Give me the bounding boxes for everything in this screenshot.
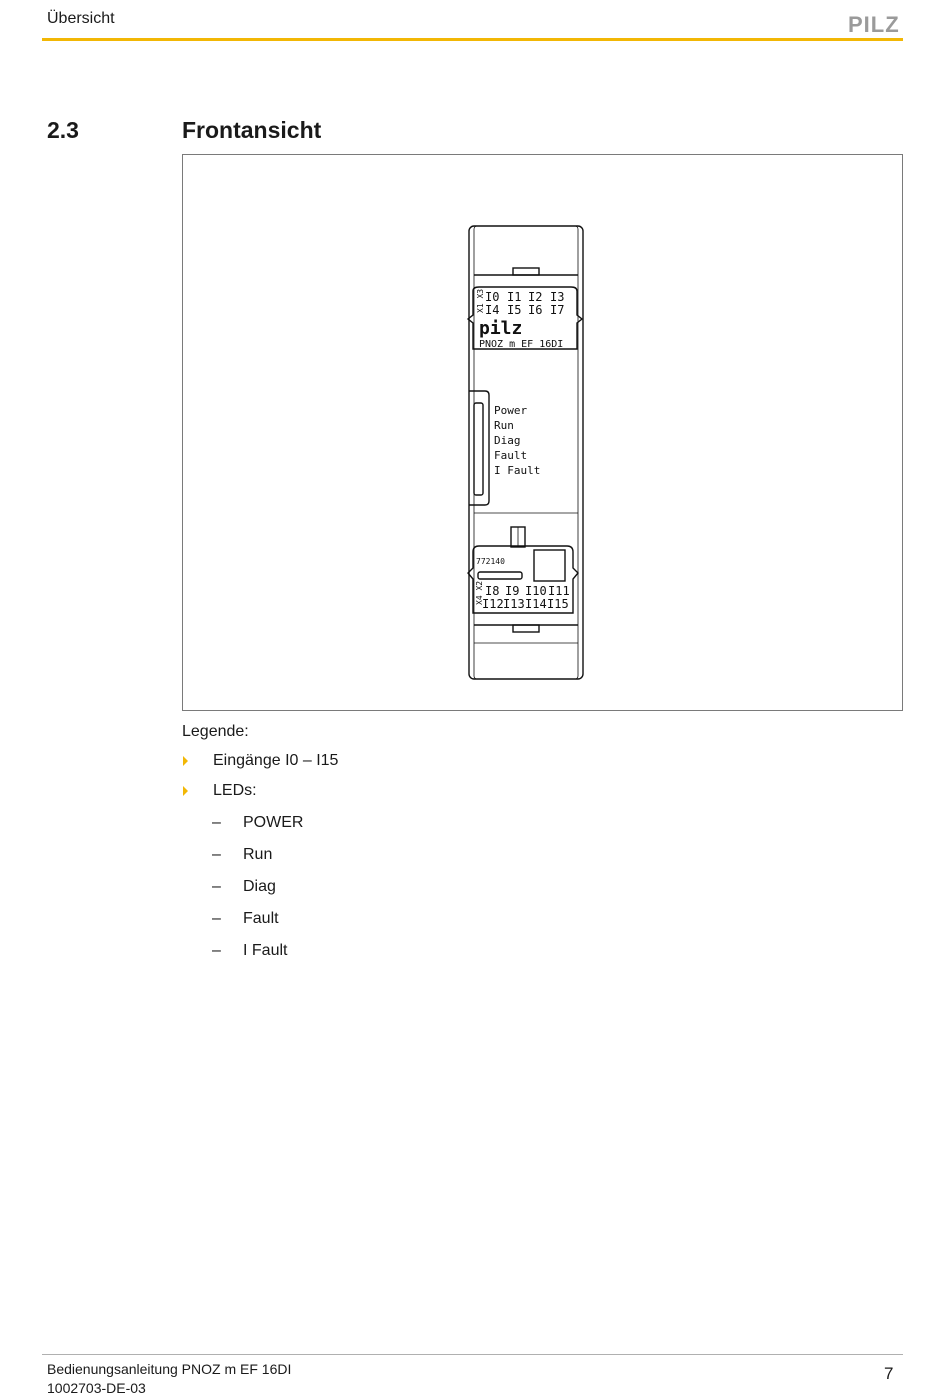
dash-marker: – (212, 878, 221, 895)
input-i14: I14 (525, 597, 547, 611)
bullet-arrow-icon (182, 755, 213, 767)
section-title: Frontansicht (182, 117, 322, 143)
led-item-run: Run (243, 846, 273, 863)
led-item-ifault: I Fault (243, 942, 288, 959)
footer-doc-number: 1002703-DE-03 (47, 1380, 146, 1396)
input-i3: I3 (550, 290, 565, 304)
led-run-label: Run (494, 419, 514, 432)
led-list-item (212, 942, 287, 960)
header-rule (42, 38, 903, 41)
terminal-bottom-label: X4 X2 (475, 580, 484, 605)
led-item-fault: Fault (243, 910, 279, 927)
device-brand: pilz (479, 318, 523, 339)
input-i0: I0 (485, 290, 500, 304)
device-product-name: PNOZ m EF 16DI (479, 339, 564, 350)
led-list-item (212, 846, 272, 864)
bottom-latch (513, 625, 539, 632)
legend-item-inputs: Eingänge I0 – I15 (213, 752, 339, 769)
led-list-item (212, 878, 276, 896)
footer-manual-title: Bedienungsanleitung PNOZ m EF 16DI (47, 1361, 292, 1377)
led-fault-label: Fault (494, 449, 528, 462)
led-list-item (212, 910, 279, 928)
footer-rule (42, 1354, 903, 1355)
dash-marker: – (212, 846, 221, 863)
legend-item (182, 782, 257, 800)
input-i12: I12 (482, 597, 504, 611)
figure-frame (182, 154, 903, 711)
input-i8: I8 (485, 584, 500, 598)
input-i5: I5 (507, 303, 522, 317)
led-power-label: Power (494, 404, 528, 417)
led-ifault-label: I Fault (494, 464, 541, 477)
logo-text: PILZ (848, 12, 900, 36)
input-i7: I7 (550, 303, 565, 317)
input-i9: I9 (505, 584, 520, 598)
bottom-square-port (534, 550, 565, 581)
status-slot (478, 572, 522, 579)
legend-item (182, 752, 338, 770)
terminal-top-label: X1 X3 (476, 288, 485, 313)
input-i15: I15 (547, 597, 569, 611)
dash-marker: – (212, 942, 221, 959)
dash-marker: – (212, 814, 221, 831)
dash-marker: – (212, 910, 221, 927)
device-front-drawing (465, 223, 590, 683)
input-i1: I1 (507, 290, 522, 304)
led-item-diag: Diag (243, 878, 276, 895)
input-i11: I11 (548, 584, 570, 598)
input-i2: I2 (528, 290, 543, 304)
side-slot (469, 391, 489, 505)
header-title: Übersicht (47, 10, 115, 27)
legend-item-leds: LEDs: (213, 782, 257, 799)
top-latch (513, 268, 539, 275)
page-number: 7 (884, 1364, 894, 1383)
part-number: 772140 (476, 557, 505, 566)
input-i10: I10 (525, 584, 547, 598)
pilz-logo (848, 12, 904, 36)
input-i4: I4 (485, 303, 500, 317)
legend-label: Legende: (182, 723, 249, 740)
input-i13: I13 (503, 597, 525, 611)
led-item-power: POWER (243, 814, 304, 831)
led-diag-label: Diag (494, 434, 521, 447)
led-list-item (212, 814, 303, 832)
bullet-arrow-icon (182, 785, 213, 797)
section-number: 2.3 (47, 117, 79, 143)
input-i6: I6 (528, 303, 543, 317)
